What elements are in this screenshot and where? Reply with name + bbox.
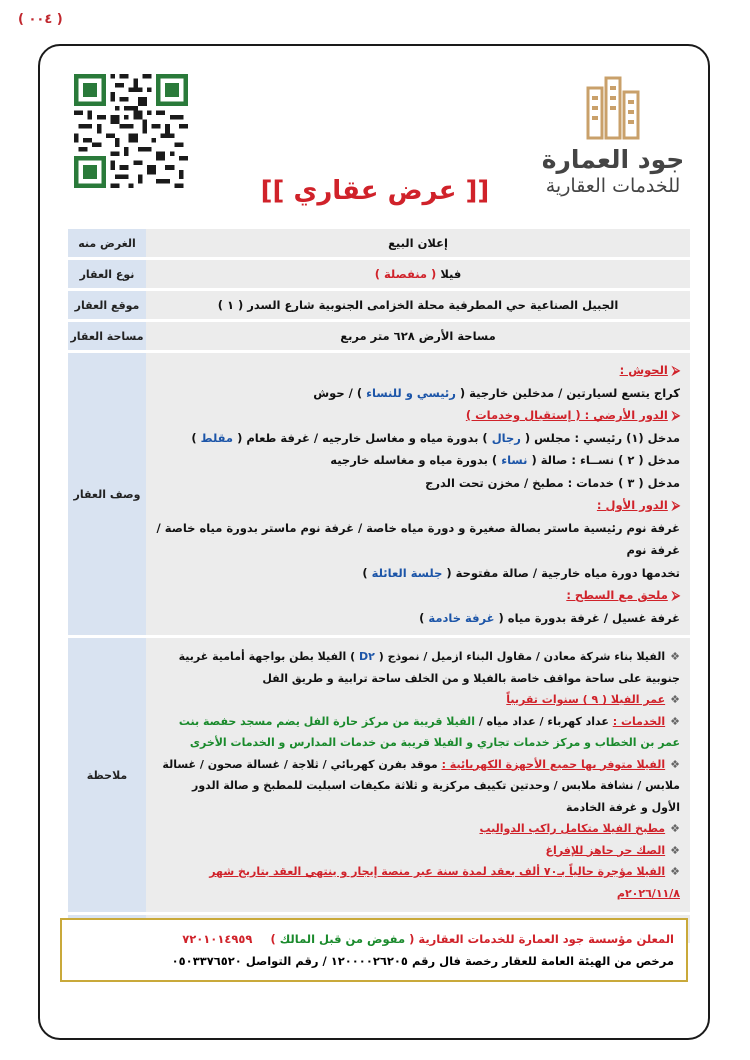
note-services-c: عمر بن الخطاب و مركز خدمات تجاري و الفيلا قريبة من خدمات المدارس و الخدمات الأخرى bbox=[189, 736, 680, 749]
row-notes bbox=[64, 638, 690, 912]
first-floor-line2: تخدمها دورة مياه خارجية / صالة مفتوحة ( bbox=[446, 565, 680, 580]
ground-entrance1-mid: ) بدورة مياه و مغاسل خارجيه / غرفة طعام ( bbox=[237, 430, 488, 445]
star-icon: ❖ bbox=[670, 822, 680, 835]
yard-heading: الحوش : bbox=[619, 363, 668, 377]
row-description bbox=[64, 353, 690, 635]
note-rental: الفيلا مؤجرة حالياً بـ٧٠ ألف بعقد لمدة سنة عبر منصة إيجار و ينتهي العقد بتاريخ شهر ٢٠٢٦/١١/٨م bbox=[209, 865, 680, 900]
area-label: مساحة العقار bbox=[64, 322, 146, 350]
note1-model: D٢ bbox=[359, 650, 375, 663]
type-value bbox=[146, 260, 690, 288]
note-deed: الصك حر جاهز للإفراغ bbox=[545, 843, 666, 857]
ground-women: نساء bbox=[501, 453, 528, 467]
logo-tagline: للخدمات العقارية bbox=[545, 175, 681, 197]
arrow-icon: ⮚ bbox=[671, 498, 680, 512]
advertiser-name-end: ) bbox=[270, 932, 276, 946]
yard-entrances: رئيسي و للنساء bbox=[366, 385, 456, 400]
note-appliances-b: ملابس / نشافة ملابس / وحدتين تكييف مركزية و ثلاثة مكيفات اسبليت للمطبخ و صالة الدور bbox=[191, 779, 680, 792]
description-value bbox=[146, 353, 690, 635]
notes-label: ملاحظة bbox=[64, 638, 146, 912]
first-floor-line2-end: ) bbox=[362, 565, 368, 580]
note-appliances-c: الأول و غرفة الخادمة bbox=[566, 800, 680, 814]
row-location bbox=[64, 291, 690, 319]
note1-d: جنوبية على ساحة مواقف خاصة بالفيلا و من الخلف ساحة ترابية و طريق الفل bbox=[262, 671, 680, 685]
area-value: مساحة الأرض ٦٢٨ متر مربع bbox=[146, 322, 690, 350]
qr-code bbox=[74, 74, 188, 188]
description-label: وصف العقار bbox=[64, 353, 146, 635]
star-icon: ❖ bbox=[670, 693, 680, 706]
roof-heading: ملحق مع السطح : bbox=[566, 588, 668, 602]
roof-text-end: ) bbox=[419, 610, 425, 625]
advertiser-footer bbox=[60, 918, 688, 982]
roof-text: غرفة غسيل / غرفة بدورة مياه ( bbox=[498, 610, 680, 625]
location-value: الجبيل الصناعية حي المطرفية محلة الخزامى الجنوبية شارع السدر ( ١ ) bbox=[146, 291, 690, 319]
row-type bbox=[64, 260, 690, 288]
advertiser-name: المعلن مؤسسة جود العمارة للخدمات العقارية ( bbox=[409, 932, 674, 946]
ground-entrance3: مدخل ( ٣ ) خدمات : مطبخ / مخزن تحت الدرج bbox=[425, 475, 680, 490]
ground-entrance1: مدخل (١) رئيسي : مجلس ( bbox=[524, 430, 680, 445]
purpose-label: الغرض منه bbox=[64, 229, 146, 257]
ground-dining: مقلط bbox=[200, 430, 234, 445]
star-icon: ❖ bbox=[670, 650, 680, 663]
note-age: عمر الفيلا ( ٩ ) سنوات تقريباً bbox=[506, 693, 666, 706]
first-floor-line1: غرفة نوم رئيسية ماستر بصالة صغيرة و دورة مياه خاصة / غرفة نوم ماستر بدورة مياه خاصة / غرفة نوم bbox=[156, 520, 680, 557]
logo-name: جود العمارة bbox=[541, 145, 685, 174]
location-label: موقع العقار bbox=[64, 291, 146, 319]
yard-text: كراج يتسع لسيارتين / مدخلين خارجية ( bbox=[459, 385, 680, 400]
ground-entrance2: مدخل ( ٢ ) نســاء : صالة ( bbox=[531, 453, 680, 467]
maid-room: غرفة خادمة bbox=[428, 610, 495, 625]
building-icon bbox=[582, 72, 644, 144]
note-appliances-head: الفيلا متوفر بها جميع الأجهزة الكهربائية : bbox=[441, 757, 666, 771]
arrow-icon: ⮚ bbox=[671, 363, 680, 377]
note1-a: الفيلا بناء شركة معادن / مقاول البناء ازميل / نموذج ( bbox=[378, 650, 666, 663]
note-services-head: الخدمات : bbox=[612, 714, 666, 728]
note-services-b: الفيلا قريبة من مركز حارة الفل يضم مسجد حفصة بنت bbox=[178, 714, 475, 728]
footer-line2: مرخص من الهيئة العامة للعقار رخصة فال رقم ١٢٠٠٠٠٢٦٢٠٥ / رقم التواصل ٠٥٠٣٣٧٦٥٢٠ bbox=[171, 954, 674, 968]
star-icon: ❖ bbox=[670, 757, 680, 771]
row-purpose bbox=[64, 229, 690, 257]
purpose-value: إعلان البيع bbox=[146, 229, 690, 257]
arrow-icon: ⮚ bbox=[671, 588, 680, 602]
notes-value bbox=[146, 638, 690, 912]
ground-heading: الدور الأرضي : ( إستقبال وخدمات ) bbox=[465, 408, 668, 422]
first-heading: الدور الأول : bbox=[596, 498, 668, 512]
page-title: [[ عرض عقاري ]] bbox=[260, 176, 490, 206]
type-main: فيلا bbox=[440, 267, 462, 281]
star-icon: ❖ bbox=[670, 714, 680, 728]
note-services-a: عداد كهرباء / عداد مياه / bbox=[478, 714, 609, 728]
page-number: ( ٠٠٤ ) bbox=[18, 12, 63, 27]
star-icon: ❖ bbox=[670, 865, 680, 878]
property-table bbox=[64, 226, 690, 946]
footer-line1 bbox=[74, 928, 674, 950]
note-kitchen: مطبخ الفيلا متكامل راكب الدواليب bbox=[479, 822, 666, 835]
type-label: نوع العقار bbox=[64, 260, 146, 288]
advertiser-number: ٧٢٠١٠١٤٩٥٩ bbox=[182, 932, 253, 946]
family-sitting: جلسة العائلة bbox=[371, 565, 443, 580]
ground-entrance1-end: ) bbox=[191, 430, 197, 445]
note1-c: ) الفيلا بطن بواجهة أمامية غربية bbox=[178, 650, 356, 663]
type-detail: ( منفصلة ) bbox=[374, 267, 437, 281]
arrow-icon: ⮚ bbox=[671, 408, 680, 422]
ground-men: رجال bbox=[491, 430, 521, 445]
owner-authorization: مفوض من قبل المالك bbox=[279, 932, 406, 946]
note-appliances-a: موقد بفرن كهربائي / ثلاجة / غسالة صحون / غسالة bbox=[162, 757, 438, 771]
ground-entrance2-end: ) بدورة مياه و مغاسله خارجيه bbox=[330, 453, 498, 467]
yard-text-end: ) / حوش bbox=[313, 385, 363, 400]
star-icon: ❖ bbox=[670, 843, 680, 857]
row-area bbox=[64, 322, 690, 350]
